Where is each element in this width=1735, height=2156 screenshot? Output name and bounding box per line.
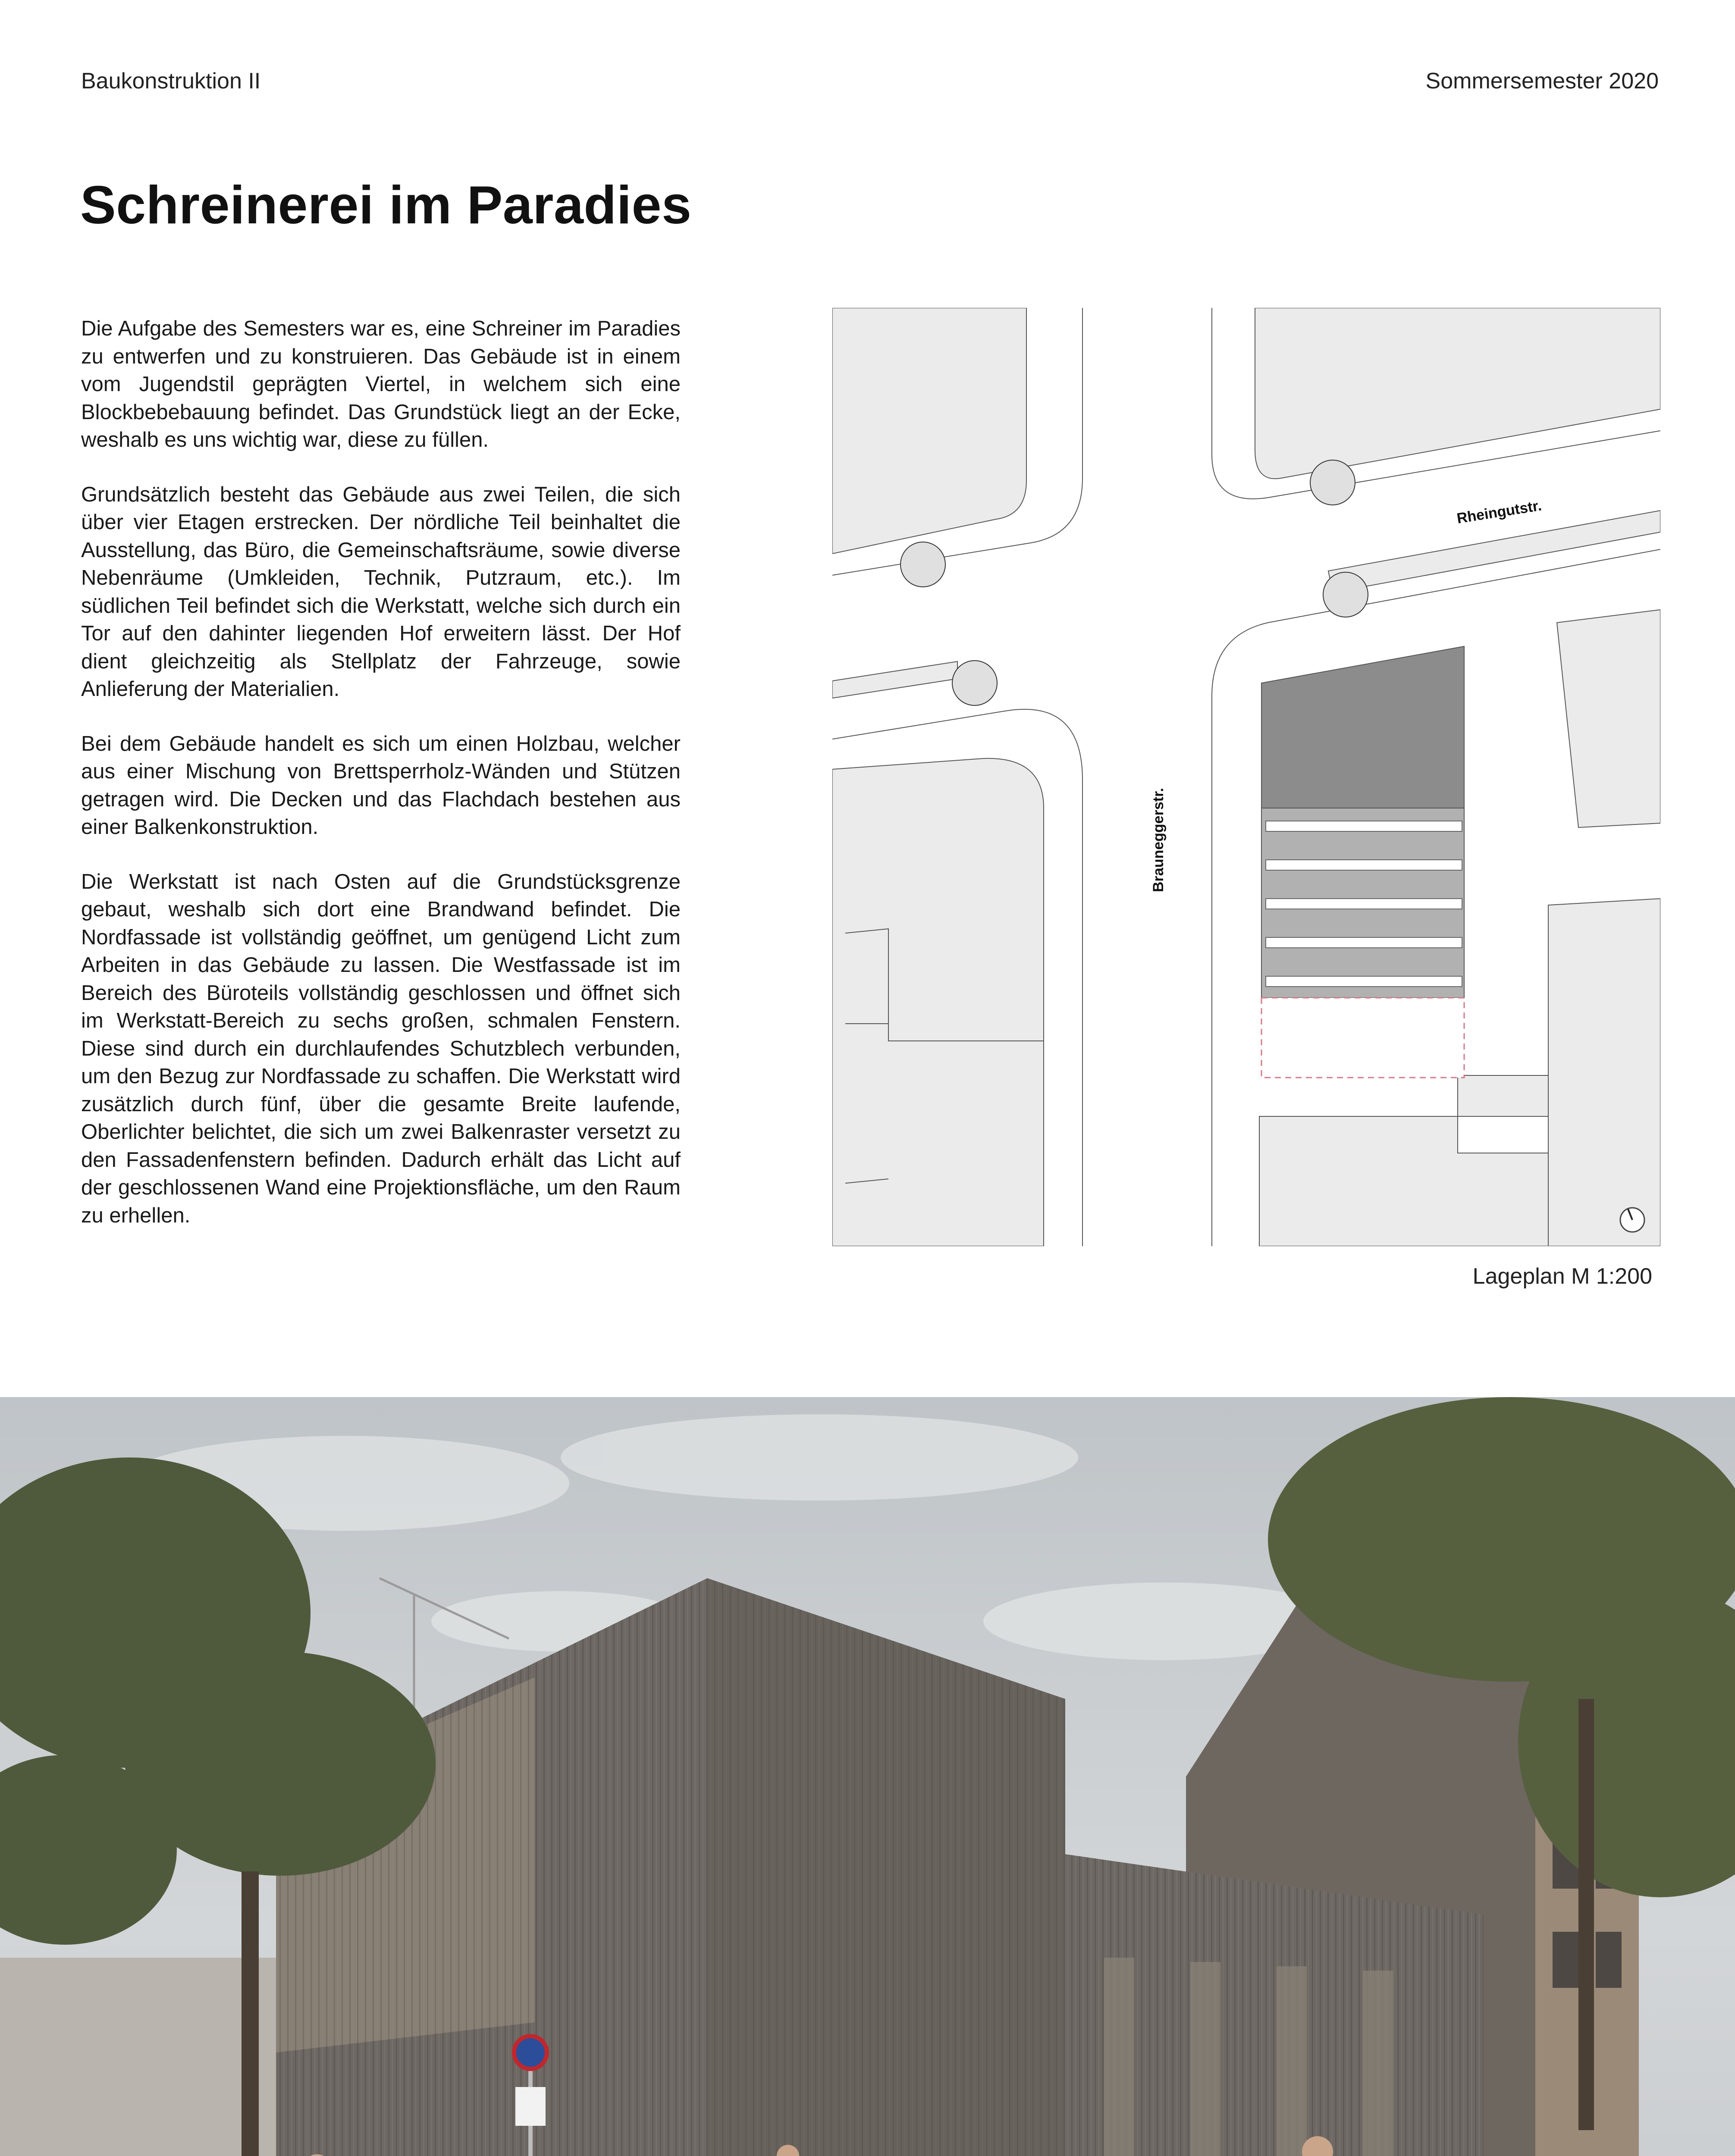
tree-2	[952, 661, 997, 705]
skylight-3	[1266, 899, 1462, 909]
site-plan	[832, 308, 1660, 1246]
block-right-lower	[1548, 899, 1660, 1246]
tree-4	[1323, 572, 1368, 617]
paragraph-facade: Die Werkstatt ist nach Osten auf die Grundstücksgrenze gebaut, weshalb sich dort eine Brandwand befindet. Die Nordfassade ist vollständig geöffnet, um genügend Licht zum Arbeiten in das Gebäude zu lassen. Die Westfassade ist im Bereich des Büroteils vollständig geschlossen und öffnet sich im Werkstatt-Bereich zu sechs großen, schmalen Fenstern. Diese sind durch ein durchlaufendes Schutzblech verbunden, um den Bezug zur Nordfassade zu schaffen. Die Werkstatt wird zusätzlich durch fünf, über die gesamte Breite laufende, Oberlichter belichtet, die sich um zwei Balkenraster versetzt zu den Fassadenfenstern befinden. Dadurch erhält das Licht auf der geschlossenen Wand eine Projektionsfläche, um den Raum zu erhellen.	[81, 870, 681, 1227]
street-label-braunegger: Brauneggerstr.	[1150, 788, 1167, 892]
skylight-5	[1266, 976, 1462, 987]
street-label-rheingut: Rheingutstr.	[1456, 497, 1543, 527]
block-top-left	[832, 308, 1026, 554]
tree-left-trunk	[242, 1871, 259, 2156]
skylight-4	[1266, 937, 1462, 948]
skylight-2	[1266, 860, 1462, 870]
tree-3	[1310, 460, 1355, 505]
block-top-right	[1255, 308, 1660, 479]
building-north-part	[1261, 646, 1464, 808]
building-rendering	[0, 1397, 1735, 2156]
neighbour-building-left	[0, 1958, 276, 2156]
page-title: Schreinerei im Paradies	[80, 175, 692, 235]
block-small	[1458, 1075, 1548, 1116]
rendering-scene	[0, 1397, 1735, 2156]
tree-right-trunk	[1578, 1699, 1594, 2130]
paragraph-structure: Grundsätzlich besteht das Gebäude aus zwei Teilen, die sich über vier Etagen erstrecken. Der nördliche Teil beinhaltet die Ausstellung, das Büro, die Gemeinschaftsräume, sowie diverse Nebenräume (Umkleiden, Technik, Putzraum, etc.). Im südlichen Teil befindet sich die Werkstatt, welche sich durch ein Tor auf den dahinter liegenden Hof erweitern lässt. Der Hof dient gleichzeitig als Stellplatz der Fahrzeuge, sowie Anlieferung der Materialien.	[81, 483, 681, 701]
block-right-upper	[1557, 610, 1660, 827]
paragraph-construction: Bei dem Gebäude handelt es sich um einen Holzbau, welcher aus einer Mischung von Brettsperrholz-Wänden und Stützen getragen wird. Die Decken und das Flachdach bestehen aus einer Balkenkonstruktion.	[81, 732, 681, 839]
courtyard-outline	[1261, 998, 1464, 1078]
north-arrow-icon	[1620, 1208, 1644, 1232]
block-bottom-left	[832, 758, 1044, 1246]
block-bottom-neighbour	[1259, 1116, 1548, 1246]
site-plan-drawing	[832, 308, 1660, 1246]
course-name: Baukonstruktion II	[81, 69, 261, 94]
site-plan-caption: Lageplan M 1:200	[1472, 1264, 1652, 1289]
skylight-1	[1266, 821, 1462, 831]
tree-1	[900, 542, 945, 587]
block-left-strip	[832, 661, 957, 698]
paragraph-task: Die Aufgabe des Semesters war es, eine Schreiner im Paradies zu entwerfen und zu konstruieren. Das Gebäude ist in einem vom Jugendstil geprägten Viertel, in welchem sich eine Blockbebebauung befindet. Das Grundstück liegt an der Ecke, weshalb es uns wichtig war, diese zu füllen.	[81, 317, 681, 451]
semester-label: Sommersemester 2020	[1425, 69, 1659, 94]
description-text	[81, 315, 681, 1256]
